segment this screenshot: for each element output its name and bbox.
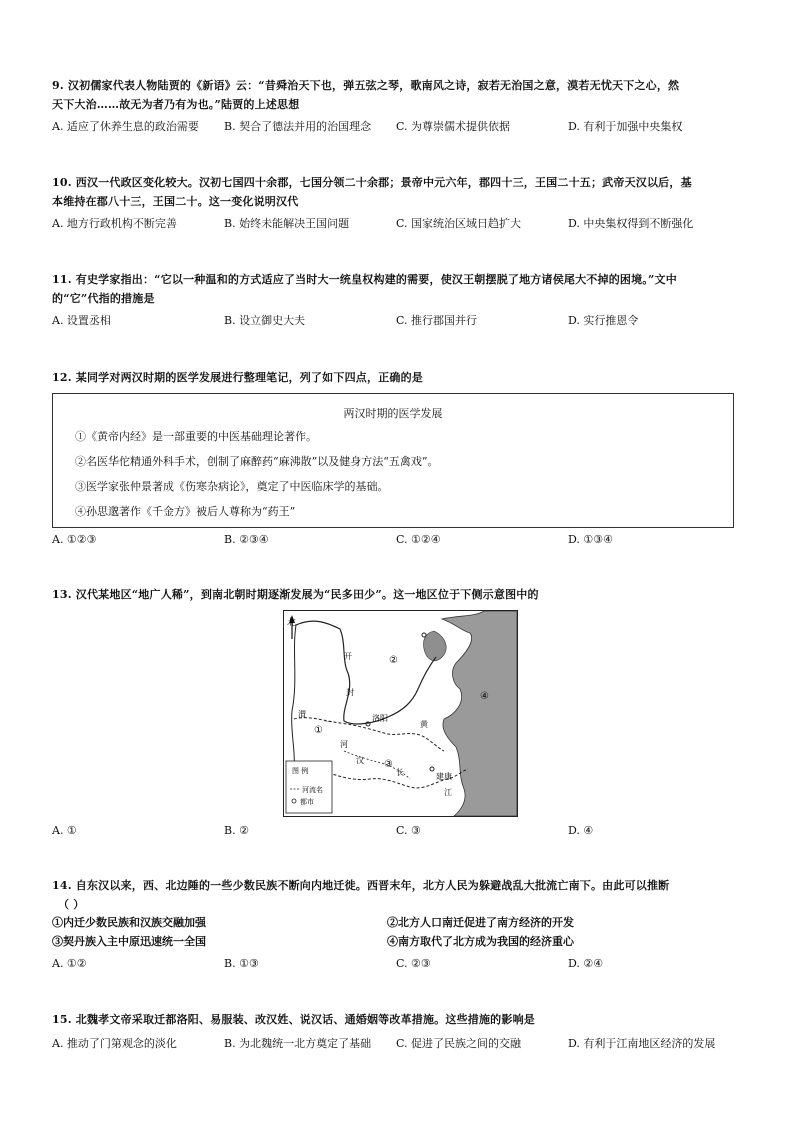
- north-label: 北: [287, 618, 297, 628]
- option-d[interactable]: D. ①③④: [568, 533, 614, 546]
- marker-1: ①: [314, 725, 323, 736]
- question-10-options: [52, 215, 742, 233]
- label-han: 汉: [356, 756, 364, 765]
- question-14-stem: 14. 自东汉以来，西、北边陲的一些少数民族不断向内地迁徙。西晋末年，北方人民为躲避战乱大批流亡南下。由此可以推断 （ ）: [52, 879, 670, 911]
- option-c[interactable]: C. 国家统治区域日趋扩大: [396, 217, 522, 230]
- label-feng: 封: [346, 688, 354, 697]
- question-15-options: [52, 1035, 742, 1053]
- option-a[interactable]: A. 地方行政机构不断完善: [52, 217, 177, 230]
- notes-line-2: ②名医华佗精通外科手术，创制了麻醉药“麻沸散”以及健身方法“五禽戏”。: [75, 455, 439, 468]
- question-13-stem: 13. 汉代某地区“地广人稀”，到南北朝时期逐渐发展为“民多田少”。这一地区位于下侧示意图中的: [52, 588, 539, 601]
- notes-line-4: ④孙思邈著作《千金方》被后人尊称为“药王”: [75, 505, 296, 518]
- question-14: [52, 876, 742, 914]
- option-a[interactable]: A. 设置丞相: [52, 314, 111, 327]
- boundary-line: [296, 621, 436, 724]
- option-b[interactable]: B. ②③④: [224, 533, 269, 546]
- notes-line-3: ③医学家张仲景著成《伤寒杂病论》，奠定了中医临床学的基础。: [75, 480, 389, 493]
- legend-river-label: 河流名: [302, 786, 323, 794]
- option-a[interactable]: A. ①: [52, 824, 77, 837]
- option-b[interactable]: B. 始终未能解决王国问题: [224, 217, 350, 230]
- question-14-options: [52, 955, 742, 973]
- statement-3: ③契丹族入主中原迅速统一全国: [52, 935, 206, 948]
- option-c[interactable]: C. ②③: [396, 957, 431, 970]
- city-dot: [422, 633, 426, 637]
- map-drawing: [284, 611, 517, 816]
- question-12: [52, 368, 742, 387]
- question-10: [52, 173, 742, 233]
- sea-region: [442, 611, 517, 816]
- marker-3: ③: [384, 759, 393, 770]
- medical-notes-box: [52, 393, 734, 528]
- marker-4: ④: [480, 691, 489, 702]
- option-c[interactable]: C. ①②④: [396, 533, 441, 546]
- option-c[interactable]: C. ③: [396, 824, 421, 837]
- option-b[interactable]: B. ①③: [224, 957, 259, 970]
- option-c[interactable]: C. 促进了民族之间的交融: [396, 1037, 522, 1050]
- option-b[interactable]: B. 设立御史大夫: [224, 314, 306, 327]
- option-a[interactable]: A. 适应了休养生息的政治需要: [52, 120, 199, 133]
- label-kai: 开: [344, 652, 352, 661]
- label-huang: 黄: [420, 720, 428, 729]
- option-d[interactable]: D. 有利于加强中央集权: [568, 120, 683, 133]
- question-11-options: [52, 312, 742, 330]
- label-luoyang: 洛阳: [372, 714, 388, 723]
- question-9-stem: 9. 汉初儒家代表人物陆贾的《新语》云：“昔舜治天下也，弹五弦之琴，歌南风之诗，寂若无治国之意，漠若无忧天下之心，然 天下大治……故无为者乃有为也。”陆贾的上述思想: [52, 79, 680, 111]
- label-jiang: 江: [444, 788, 452, 797]
- option-b[interactable]: B. 契合了德法并用的治国理念: [224, 120, 372, 133]
- question-11: [52, 270, 742, 330]
- option-a[interactable]: A. ①②: [52, 957, 87, 970]
- statement-1: ①内迁少数民族和汉族交融加强: [52, 916, 206, 929]
- option-c[interactable]: C. 为尊崇儒术提供依据: [396, 120, 511, 133]
- question-15: [52, 1010, 742, 1053]
- option-d[interactable]: D. ④: [568, 824, 594, 837]
- question-9-options: [52, 118, 742, 136]
- question-12-options: [52, 531, 742, 549]
- marker-2: ②: [389, 655, 398, 666]
- question-12-stem: 12. 某同学对两汉时期的医学发展进行整理笔记，列了如下四点，正确的是: [52, 371, 423, 384]
- notes-box-title: 两汉时期的医学发展: [343, 407, 443, 420]
- legend-city-label: 都市: [300, 798, 314, 806]
- question-14-statements: [52, 913, 742, 951]
- option-d[interactable]: D. 有利于江南地区经济的发展: [568, 1037, 716, 1050]
- option-c[interactable]: C. 推行郡国并行: [396, 314, 478, 327]
- city-dot: [430, 767, 434, 771]
- option-d[interactable]: D. 实行推恩令: [568, 314, 639, 327]
- question-13: [52, 585, 742, 604]
- region-map: [283, 610, 518, 817]
- notes-line-1: ①《黄帝内经》是一部重要的中医基础理论著作。: [75, 430, 317, 443]
- question-15-stem: 15. 北魏孝文帝采取迁都洛阳、易服装、改汉姓、说汉话、通婚姻等改革措施。这些措施的影响是: [52, 1013, 535, 1026]
- question-9: [52, 76, 742, 136]
- option-b[interactable]: B. 为北魏统一北方奠定了基础: [224, 1037, 372, 1050]
- option-a[interactable]: A. ①②③: [52, 533, 97, 546]
- peninsula: [423, 631, 446, 661]
- option-a[interactable]: A. 推动了门第观念的淡化: [52, 1037, 177, 1050]
- option-b[interactable]: B. ②: [224, 824, 249, 837]
- label-he: 河: [340, 740, 348, 749]
- label-chang: 长: [396, 768, 404, 777]
- label-wei: 渭: [298, 710, 306, 719]
- question-10-stem: 10. 西汉一代政区变化较大。汉初七国四十余郡，七国分领二十余郡；景帝中元六年，郡四十三，王国二十五；武帝天汉以后，基 本维持在郡八十三，王国二十。这一变化说明汉代: [52, 176, 692, 208]
- legend-title: 图 例: [292, 767, 309, 775]
- question-11-stem: 11. 有史学家指出：“它以一种温和的方式适应了当时大一统皇权构建的需要，使汉王朝摆脱了地方诸侯尾大不掉的困境。”文中 的“它”代指的措施是: [52, 273, 677, 305]
- west-boundary: [292, 625, 296, 771]
- label-yi: 一: [324, 718, 332, 727]
- option-d[interactable]: D. ②④: [568, 957, 604, 970]
- question-13-options: [52, 822, 742, 840]
- option-d[interactable]: D. 中央集权得到不断强化: [568, 217, 694, 230]
- label-jiankang: 建康: [436, 772, 452, 781]
- statement-2: ②北方人口南迁促进了南方经济的开发: [387, 916, 574, 929]
- statement-4: ④南方取代了北方成为我国的经济重心: [387, 935, 574, 948]
